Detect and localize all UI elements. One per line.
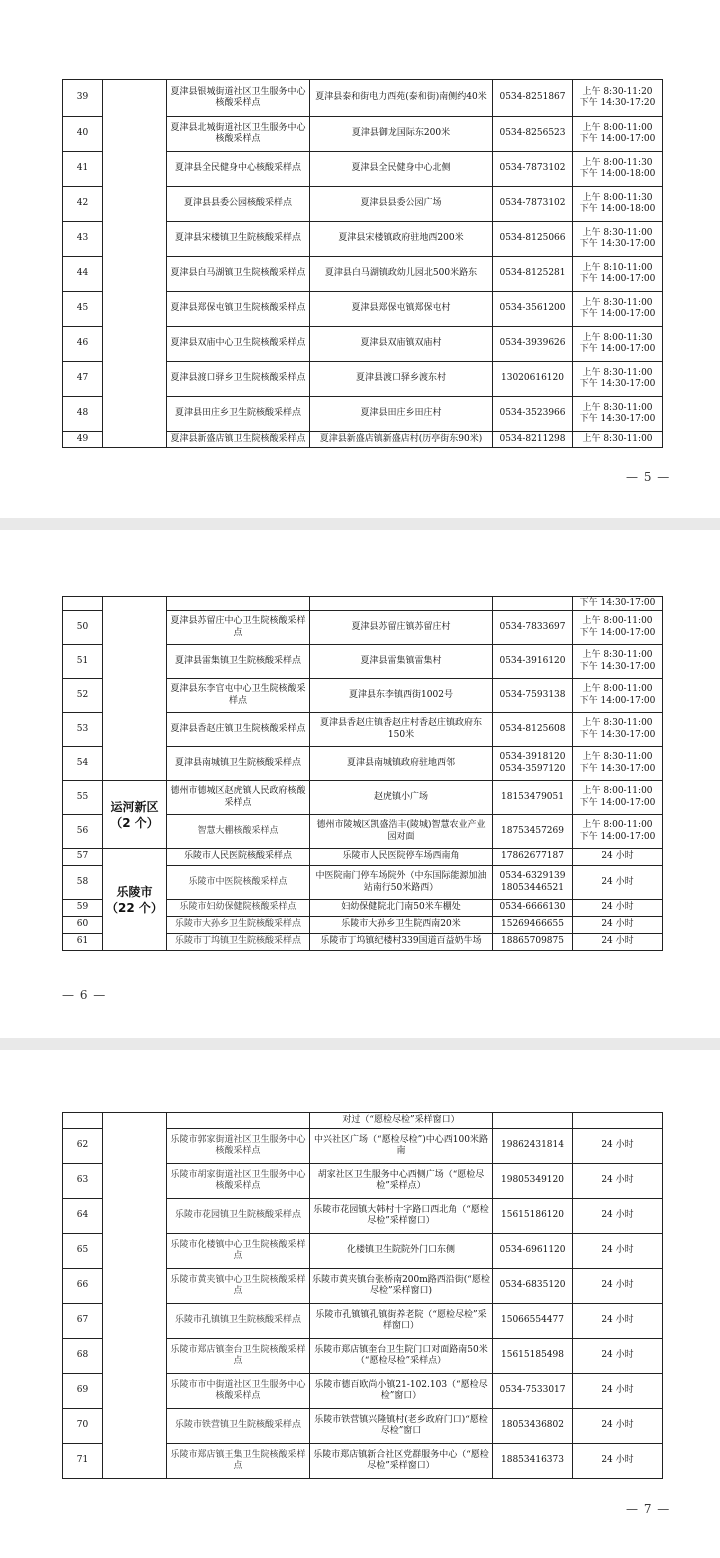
table-row: 49 夏津县新盛店镇卫生院核酸采样点 夏津县新盛店镇新盛店村(历亭街东90米) 0534-8211298 上午 8:30-11:00 (63, 432, 663, 448)
district-cell (103, 80, 167, 448)
table-row: 67 乐陵市孔镇镇卫生院核酸采样点 乐陵市孔镇镇孔镇街养老院（“愿检尽检”采样窗口） 15066554477 24 小时 (63, 1304, 663, 1339)
table-row: 65 乐陵市化楼镇中心卫生院核酸采样点 化楼镇卫生院院外门口东侧 0534-6961120 24 小时 (63, 1234, 663, 1269)
table-row: 57 乐陵市 （22 个） 乐陵市人民医院核酸采样点 乐陵市人民医院停车场西南角 17862677187 24 小时 (63, 849, 663, 866)
page-number: — 7 — (626, 1502, 671, 1516)
table-row: 51 夏津县雷集镇卫生院核酸采样点 夏津县雷集镇雷集村 0534-3916120 上午 8:30-11:00 下午 14:30-17:00 (63, 645, 663, 679)
document-page-6 (0, 530, 720, 1038)
table-row: 对过（“愿检尽检”采样窗口） (63, 1113, 663, 1129)
document-page-7 (0, 1050, 720, 1558)
table-row: 43 夏津县宋楼镇卫生院核酸采样点 夏津县宋楼镇政府驻地西200米 0534-8125066 上午 8:30-11:00 下午 14:30-17:00 (63, 222, 663, 257)
table-row: 71 乐陵市郑店镇王集卫生院核酸采样点 乐陵市郑店镇新合社区党群服务中心（“愿检尽检”采样窗口） 18853416373 24 小时 (63, 1444, 663, 1479)
table-row: 41 夏津县全民健身中心核酸采样点 夏津县全民健身中心北侧 0534-7873102 上午 8:00-11:30 下午 14:00-18:00 (63, 152, 663, 187)
table-row: 56 智慧大棚核酸采样点 德州市陵城区凯盛浩丰(陵城)智慧农业产业园对面 18753457269 上午 8:00-11:00 下午 14:00-17:00 (63, 815, 663, 849)
sampling-table-page-5 (62, 79, 663, 448)
table-row: 42 夏津县县委公园核酸采样点 夏津县县委公园广场 0534-7873102 上午 8:00-11:30 下午 14:00-18:00 (63, 187, 663, 222)
table-row: 39 夏津县银城街道社区卫生服务中心核酸采样点 夏津县泰和街电力西苑(泰和街)南侧约40米 0534-8251867 上午 8:30-11:20 下午 14:30-17:20 (63, 80, 663, 117)
table-row: 47 夏津县渡口驿乡卫生院核酸采样点 夏津县渡口驿乡渡东村 13020616120 上午 8:30-11:00 下午 14:30-17:00 (63, 362, 663, 397)
district-laoling: 乐陵市 （22 个） (103, 849, 167, 951)
table-row: 50 夏津县苏留庄中心卫生院核酸采样点 夏津县苏留庄镇苏留庄村 0534-7833697 上午 8:00-11:00 下午 14:00-17:00 (63, 611, 663, 645)
table-row: 58 乐陵市中医院核酸采样点 中医院南门停车场院外（中东国际能源加油站南行50米路西） 0534-6329139 18053446521 24 小时 (63, 866, 663, 900)
table-row: 55 运河新区 （2 个） 德州市德城区赵虎镇人民政府核酸采样点 赵虎镇小广场 18153479051 上午 8:00-11:00 下午 14:00-17:00 (63, 781, 663, 815)
table-row: 59 乐陵市妇幼保健院核酸采样点 妇幼保健院北门南50米车棚处 0534-6666130 24 小时 (63, 900, 663, 917)
table-row: 45 夏津县郑保屯镇卫生院核酸采样点 夏津县郑保屯镇郑保屯村 0534-3561200 上午 8:30-11:00 下午 14:00-17:00 (63, 292, 663, 327)
table-row: 60 乐陵市大孙乡卫生院核酸采样点 乐陵市大孙乡卫生院西南20米 15269466655 24 小时 (63, 917, 663, 934)
sampling-table-page-7 (62, 1112, 663, 1479)
table-row: 69 乐陵市市中街道社区卫生服务中心核酸采样点 乐陵市德百欧尚小镇21-102.103（“愿检尽检”窗口） 0534-7533017 24 小时 (63, 1374, 663, 1409)
table-row: 44 夏津县白马湖镇卫生院核酸采样点 夏津县白马湖镇政幼儿园北500米路东 0534-8125281 上午 8:10-11:00 下午 14:00-17:00 (63, 257, 663, 292)
district-yunhe: 运河新区 （2 个） (103, 781, 167, 849)
table-row: 61 乐陵市丁坞镇卫生院核酸采样点 乐陵市丁坞镇纪楼村339国道百益奶牛场 18865709875 24 小时 (63, 934, 663, 951)
table-row: 66 乐陵市黄夹镇中心卫生院核酸采样点 乐陵市黄夹镇台张桥南200m路西沿街(“愿检尽检”采样窗口) 0534-6835120 24 小时 (63, 1269, 663, 1304)
district-cell (103, 1113, 167, 1479)
page-number: — 6 — (62, 988, 107, 1002)
table-row: 64 乐陵市花园镇卫生院核酸采样点 乐陵市花园镇大韩村十字路口西北角（“愿检尽检”采样窗口） 15615186120 24 小时 (63, 1199, 663, 1234)
sampling-table-page-6 (62, 596, 663, 951)
table-row: 40 夏津县北城街道社区卫生服务中心核酸采样点 夏津县御龙国际东200米 0534-8256523 上午 8:00-11:00 下午 14:00-17:00 (63, 117, 663, 152)
table-row: 53 夏津县香赵庄镇卫生院核酸采样点 夏津县香赵庄镇香赵庄村香赵庄镇政府东150米 0534-8125608 上午 8:30-11:00 下午 14:30-17:00 (63, 713, 663, 747)
table-row: 48 夏津县田庄乡卫生院核酸采样点 夏津县田庄乡田庄村 0534-3523966 上午 8:30-11:00 下午 14:30-17:00 (63, 397, 663, 432)
table-row: 54 夏津县南城镇卫生院核酸采样点 夏津县南城镇政府驻地西邻 0534-3918120 0534-3597120 上午 8:30-11:00 下午 14:30-17:00 (63, 747, 663, 781)
table-row: 68 乐陵市郑店镇奎台卫生院核酸采样点 乐陵市郑店镇奎台卫生院门口对面路南50米（“愿检尽检”采样点） 15615185498 24 小时 (63, 1339, 663, 1374)
table-row: 62 乐陵市郭家街道社区卫生服务中心核酸采样点 中兴社区广场（“愿检尽检”)中心西100米路南 19862431814 24 小时 (63, 1129, 663, 1164)
table-row: 63 乐陵市胡家街道社区卫生服务中心核酸采样点 胡家社区卫生服务中心西侧广场（“愿检尽检”采样点） 19805349120 24 小时 (63, 1164, 663, 1199)
table-row: 52 夏津县东李官屯中心卫生院核酸采样点 夏津县东李镇西街1002号 0534-7593138 上午 8:00-11:00 下午 14:00-17:00 (63, 679, 663, 713)
page-number: — 5 — (626, 470, 671, 484)
document-page-5 (0, 0, 720, 518)
district-cell (103, 597, 167, 781)
table-row: 下午 14:30-17:00 (63, 597, 663, 611)
table-row: 70 乐陵市铁营镇卫生院核酸采样点 乐陵市铁营镇兴隆镇村(老乡政府门口)“愿检尽检”窗口 18053436802 24 小时 (63, 1409, 663, 1444)
table-row: 46 夏津县双庙中心卫生院核酸采样点 夏津县双庙镇双庙村 0534-3939626 上午 8:00-11:30 下午 14:00-17:00 (63, 327, 663, 362)
